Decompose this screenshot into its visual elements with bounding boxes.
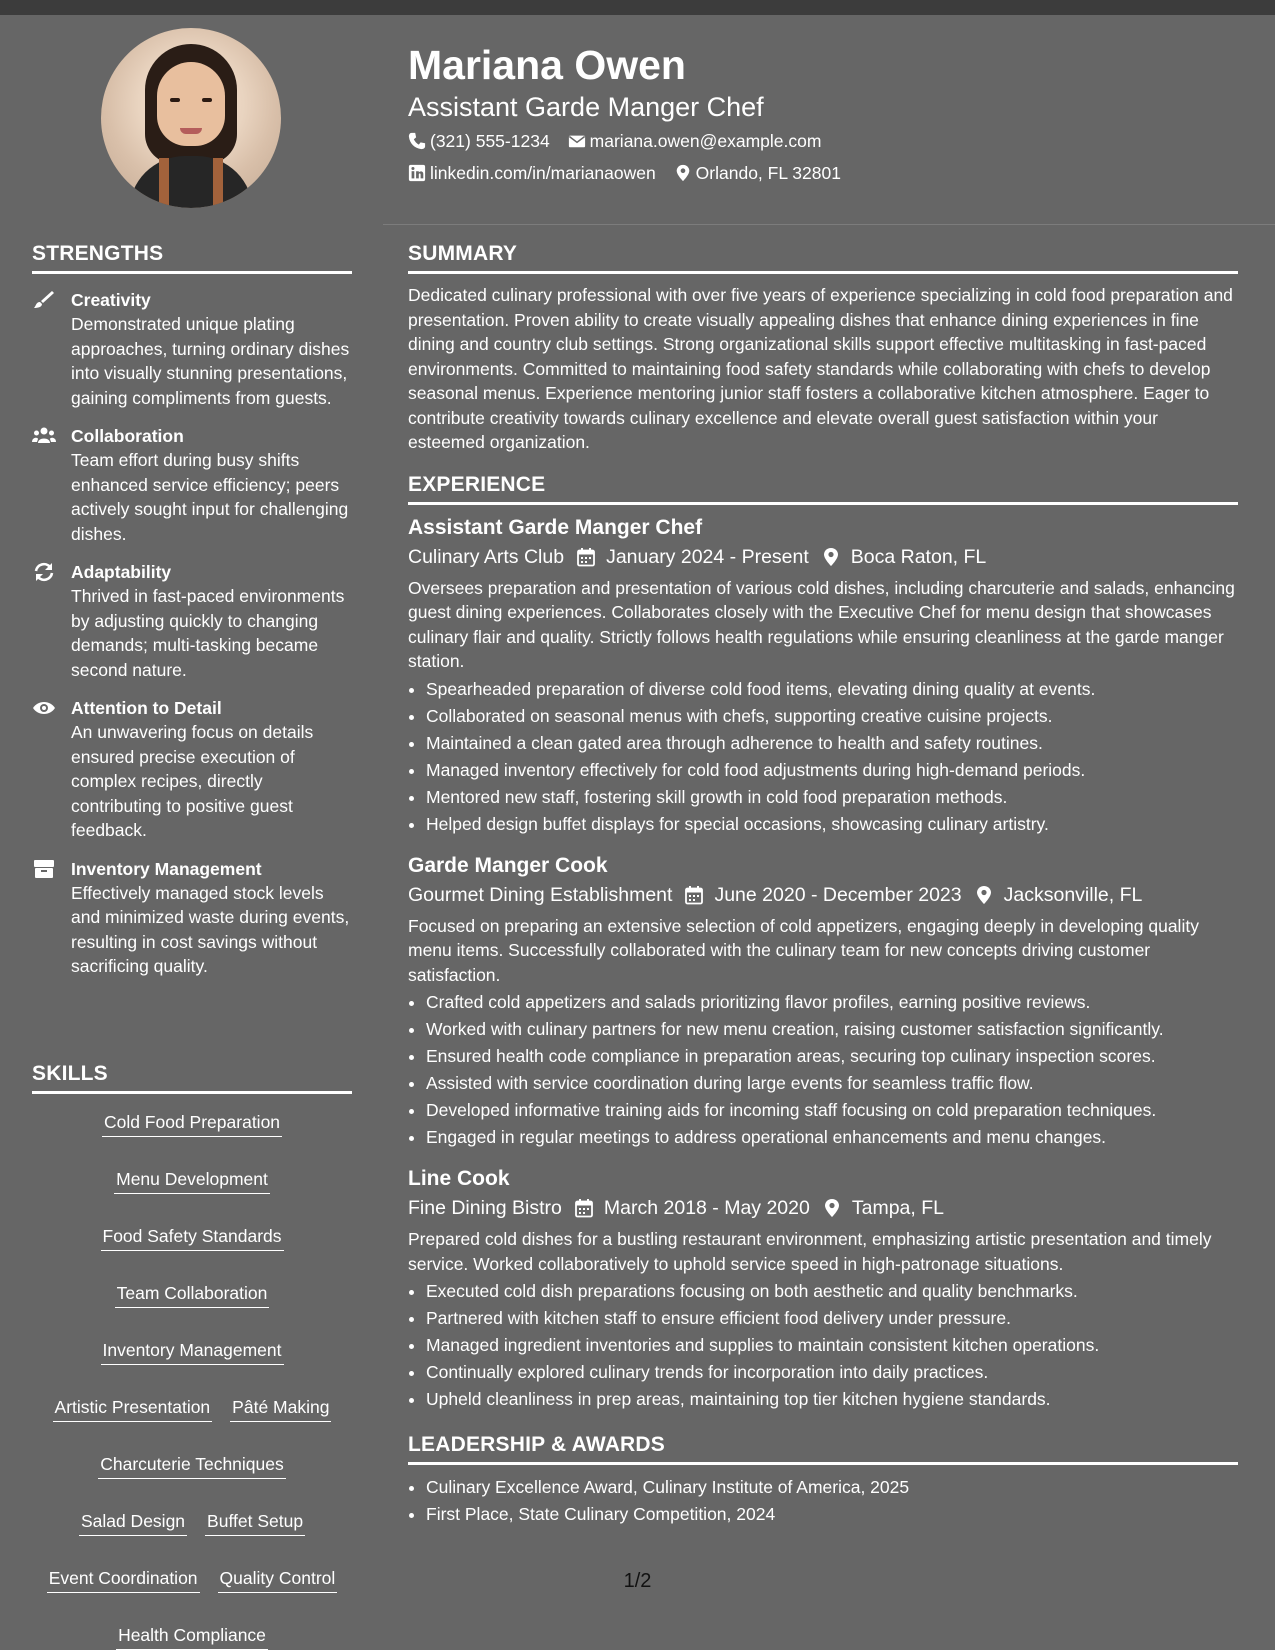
job-company: Culinary Arts Club (408, 545, 565, 568)
strength-title: Adaptability (71, 562, 172, 582)
skill-tag: Buffet Setup (205, 1509, 305, 1536)
awards-section (408, 1433, 1238, 1528)
skills-heading: SKILLS (32, 1062, 352, 1094)
job-description: Prepared cold dishes for a bustling restaurant environment, emphasizing artistic presentation and timely service. Worked collaboratively to uphold service speed in high-patronage situations. (408, 1229, 1212, 1274)
job-bullet: • Managed inventory effectively for cold food adjustments during high-demand periods. (426, 757, 1238, 784)
email-link[interactable]: mariana.owen@example.com (589, 131, 822, 151)
skill-tag: Inventory Management (101, 1338, 284, 1365)
job-bullet: • Assisted with service coordination during large events for seamless traffic flow. (426, 1070, 1238, 1097)
brush-icon (32, 290, 56, 310)
skill-tag: Artistic Presentation (53, 1395, 213, 1422)
map-pin-icon (822, 1198, 842, 1218)
main-content (408, 242, 1238, 1528)
job-description: Oversees preparation and presentation of various cold dishes, including charcuterie and salads, enhancing guest dining experiences. Collaborates closely with the Executive Chef for menu design that showcases culinary flair and quality. Strictly follows health regulations while ensuring cleanliness at the garde manger station. (408, 577, 1235, 671)
job-role: Assistant Garde Manger Chef (408, 515, 703, 539)
job-bullet: • Worked with culinary partners for new menu creation, raising customer satisfaction significantly. (426, 1016, 1238, 1043)
linkedin-link[interactable]: linkedin.com/in/marianaowen (430, 163, 656, 183)
job-bullet: • Helped design buffet displays for special occasions, showcasing culinary artistry. (426, 811, 1238, 838)
job-company: Gourmet Dining Establishment (408, 883, 673, 906)
strengths-section (32, 242, 352, 993)
strength-desc: Team effort during busy shifts enhanced service efficiency; peers actively sought input for challenging dishes. (71, 450, 349, 544)
candidate-name: Mariana Owen (408, 42, 686, 88)
job-bullet: • Executed cold dish preparations focusing on both aesthetic and quality benchmarks. (426, 1278, 1238, 1305)
avatar (101, 28, 281, 208)
strength-desc: Effectively managed stock levels and minimized waste during events, resulting in cost savings without sacrificing quality. (71, 882, 350, 976)
phone-text: (321) 555-1234 (430, 131, 550, 151)
job-company: Fine Dining Bistro (408, 1197, 562, 1219)
contact-row (408, 158, 1238, 188)
strength-item (32, 288, 352, 410)
awards-list (408, 1474, 1238, 1528)
strength-item (32, 696, 352, 843)
job-bullet: • Ensured health code compliance in preparation areas, securing top culinary inspection scores. (426, 1043, 1238, 1070)
job-bullet: • Spearheaded preparation of diverse cold food items, elevating dining quality at events. (426, 676, 1238, 703)
users-icon (32, 426, 56, 446)
strength-desc: An unwavering focus on details ensured precise execution of complex recipes, directly contributing to positive guest feedback. (71, 722, 314, 840)
skill-tag: Health Compliance (116, 1623, 268, 1650)
strength-desc: Demonstrated unique plating approaches, turning ordinary dishes into visually stunning presentations, gaining compliments from guests. (71, 314, 350, 408)
skills-section (32, 1062, 352, 1650)
calendar-icon (576, 547, 596, 567)
location-contact (674, 158, 841, 188)
skill-tag: Charcuterie Techniques (98, 1452, 286, 1479)
map-pin-icon (821, 547, 841, 567)
job-dates: March 2018 - May 2020 (603, 1197, 810, 1219)
email-contact[interactable] (568, 126, 822, 156)
job-location: Tampa, FL (851, 1197, 944, 1219)
skill-tag: Quality Control (218, 1566, 338, 1593)
award-item: • First Place, State Culinary Competition, 2024 (426, 1501, 1238, 1528)
experience-heading: EXPERIENCE (408, 473, 1238, 505)
candidate-title: Assistant Garde Manger Chef (408, 92, 764, 122)
job-meta (408, 542, 1238, 572)
strength-title: Collaboration (71, 426, 184, 446)
strength-item (32, 560, 352, 682)
job-entry (408, 514, 1238, 838)
awards-heading: LEADERSHIP & AWARDS (408, 1433, 1238, 1465)
job-bullet: • Partnered with kitchen staff to ensure efficient food delivery under pressure. (426, 1305, 1238, 1332)
summary-text: Dedicated culinary professional with over five years of experience specializing in cold food preparation and presentation. Proven ability to create visually appealing dishes that enhance dining experiences in fine dining and country club settings. Strong organizational skills support effective multitasking in fast-paced environments. Committed to maintaining food safety standards while collaborating with chefs to develop seasonal menus. Experience mentoring junior staff fosters a collaborative kitchen atmosphere. Eager to contribute creativity towards culinary excellence and elevate overall guest satisfaction within your esteemed organization. (408, 285, 1233, 452)
linkedin-icon (408, 164, 426, 182)
page-number: 1/2 (623, 1570, 652, 1592)
job-bullets (408, 989, 1238, 1151)
top-bar (0, 0, 1275, 15)
job-bullet: • Engaged in regular meetings to address operational enhancements and menu changes. (426, 1124, 1238, 1151)
job-bullet: • Developed informative training aids for incoming staff focusing on cold preparation techniques. (426, 1097, 1238, 1124)
strength-title: Creativity (71, 290, 151, 310)
job-description: Focused on preparing an extensive selection of cold appetizers, engaging deeply in developing quality menu items. Successfully collaborated with the culinary team for new concepts driving customer satisfaction. (408, 915, 1199, 985)
skill-tag: Menu Development (114, 1167, 270, 1194)
job-bullet: • Mentored new staff, fostering skill growth in cold food preparation methods. (426, 784, 1238, 811)
calendar-icon (684, 885, 704, 905)
job-bullets (408, 1278, 1238, 1413)
job-bullets (408, 676, 1238, 838)
job-bullet: • Crafted cold appetizers and salads prioritizing flavor profiles, earning positive reviews. (426, 989, 1238, 1016)
resume-header (408, 40, 1238, 188)
phone-contact (408, 126, 550, 156)
strength-desc: Thrived in fast-paced environments by adjusting quickly to changing demands; multi-tasking became second nature. (71, 586, 345, 680)
map-pin-icon (974, 885, 994, 905)
box-icon (32, 859, 56, 879)
skills-list (32, 1108, 352, 1650)
job-meta (408, 880, 1238, 910)
envelope-icon (568, 132, 586, 150)
job-entry (408, 852, 1238, 1152)
skill-tag: Salad Design (79, 1509, 187, 1536)
award-item: • Culinary Excellence Award, Culinary Institute of America, 2025 (426, 1474, 1238, 1501)
skill-tag: Team Collaboration (115, 1281, 270, 1308)
location-text: Orlando, FL 32801 (695, 163, 841, 183)
job-location: Boca Raton, FL (850, 545, 987, 568)
job-bullet: • Upheld cleanliness in prep areas, maintaining top tier kitchen hygiene standards. (426, 1386, 1238, 1413)
job-bullet: • Continually explored culinary trends for incorporation into daily practices. (426, 1359, 1238, 1386)
phone-icon (408, 132, 426, 150)
calendar-icon (574, 1198, 594, 1218)
map-pin-icon (674, 164, 692, 182)
contact-row (408, 126, 1238, 156)
strength-item (32, 424, 352, 546)
job-dates: January 2024 - Present (606, 545, 809, 568)
job-role: Line Cook (408, 1167, 510, 1190)
job-location: Jacksonville, FL (1003, 883, 1143, 906)
header-divider (383, 224, 1275, 225)
skill-tag: Cold Food Preparation (102, 1110, 282, 1137)
eye-icon (32, 698, 56, 718)
linkedin-contact[interactable] (408, 158, 656, 188)
sync-icon (32, 562, 56, 582)
job-entry (408, 1165, 1238, 1413)
skill-tag: Food Safety Standards (101, 1224, 284, 1251)
strength-title: Inventory Management (71, 858, 262, 879)
job-bullet: • Managed ingredient inventories and supplies to maintain consistent kitchen operations. (426, 1332, 1238, 1359)
job-dates: June 2020 - December 2023 (714, 883, 962, 906)
summary-heading: SUMMARY (408, 242, 1238, 274)
job-bullet: • Collaborated on seasonal menus with chefs, supporting creative cuisine projects. (426, 703, 1238, 730)
job-role: Garde Manger Cook (408, 853, 608, 877)
skill-tag: Event Coordination (47, 1566, 200, 1593)
strengths-heading: STRENGTHS (32, 242, 352, 274)
strength-title: Attention to Detail (71, 698, 222, 718)
strength-item (32, 857, 352, 979)
job-meta (408, 1193, 1238, 1223)
job-bullet: • Maintained a clean gated area through adherence to health and safety routines. (426, 730, 1238, 757)
skill-tag: Pâté Making (230, 1395, 331, 1422)
